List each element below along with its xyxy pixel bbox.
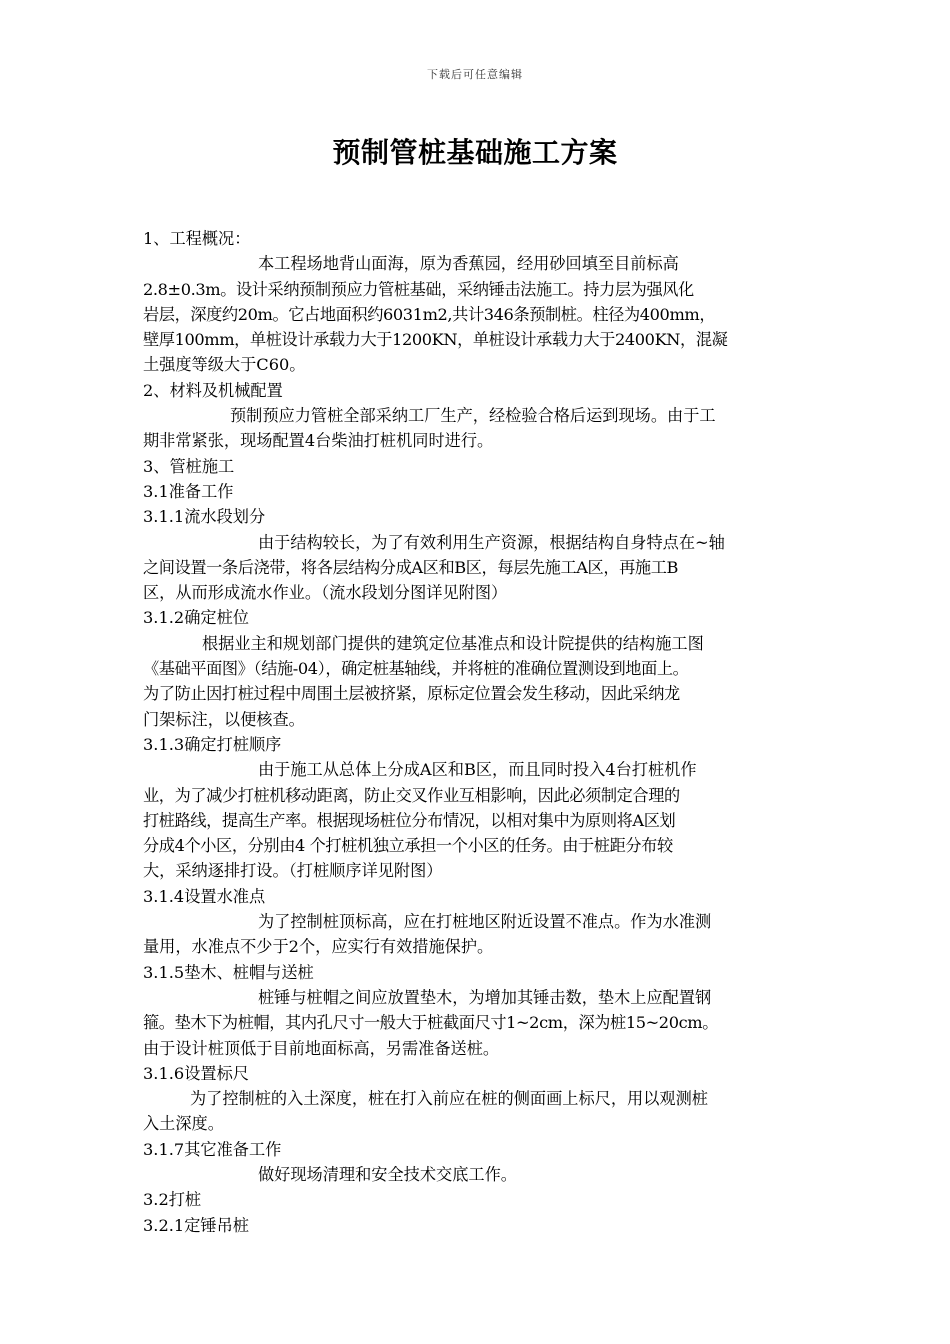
paragraph-line: 箍。垫木下为桩帽，其内孔尺寸一般大于桩截面尺寸1~2cm，深为桩15~20cm。 [143,1013,718,1033]
paragraph-line: 岩层，深度约20m。它占地面积约6031m2,共计346条预制桩。柱径为400mm， [143,304,716,324]
paragraph-line: 为了防止因打桩过程中周围土层被挤紧，原标定位置会发生移动，因此采纳龙 [143,684,680,704]
paragraph-line: 做好现场清理和安全技术交底工作。 [258,1164,517,1184]
paragraph-line: 桩锤与桩帽之间应放置垫木，为增加其锤击数，垫木上应配置钢 [258,987,712,1007]
paragraph-line: 本工程场地背山面海，原为香蕉园，经用砂回填至目前标高 [258,254,679,274]
document-title: 预制管桩基础施工方案 [332,136,618,169]
subsection-heading: 3.1.6设置标尺 [143,1063,249,1083]
paragraph-line: 为了控制桩的入土深度，桩在打入前应在桩的侧面画上标尺，用以观测桩 [190,1089,708,1109]
paragraph-line: 区，从而形成流水作业。（流水段划分图详见附图） [143,583,508,603]
subsection-heading: 3.2.1定锤吊桩 [143,1215,249,1235]
paragraph-line: 为了控制桩顶标高，应在打桩地区附近设置不准点。作为水准测 [258,912,712,932]
subsection-heading: 3.1.7其它准备工作 [143,1139,282,1159]
paragraph-line: 打桩路线，提高生产率。根据现场桩位分布情况，以相对集中为原则将A区划 [143,810,676,830]
paragraph-line: 《基础平面图》（结施-04），确定桩基轴线，并将桩的准确位置测设到地面上。 [143,659,689,679]
paragraph-line: 量用，水准点不少于2个，应实行有效措施保护。 [143,937,494,957]
section-heading: 2、材料及机械配置 [143,380,283,400]
paragraph-line: 2.8±0.3m。设计采纳预制预应力管桩基础，采纳锤击法施工。持力层为强风化 [143,279,694,299]
subsection-heading: 3.1.2确定桩位 [143,608,249,628]
section-heading: 1、工程概况： [143,229,251,248]
section-heading: 3、管桩施工 [143,456,235,476]
paragraph-line: 业，为了减少打桩机移动距离，防止交叉作业互相影响，因此必须制定合理的 [143,785,680,805]
subsection-heading: 3.1.1流水段划分 [143,507,266,527]
paragraph-line: 由于设计桩顶低于目前地面标高，另需准备送桩。 [143,1038,500,1058]
paragraph-line: 由于结构较长，为了有效利用生产资源，根据结构自身特点在~轴 [258,532,725,552]
paragraph-line: 门架标注，以便核查。 [143,709,305,729]
paragraph-line: 壁厚100mm，单桩设计承载力大于1200KN，单桩设计承载力大于2400KN，混凝 [143,330,728,350]
paragraph-line: 预制预应力管桩全部采纳工厂生产，经检验合格后运到现场。由于工 [230,406,716,426]
page-header-note: 下载后可任意编辑 [427,68,523,81]
subsection-heading: 3.2打桩 [143,1190,202,1210]
paragraph-line: 期非常紧张，现场配置4台柴油打桩机同时进行。 [143,431,494,451]
document-body [143,226,813,1238]
subsection-heading: 3.1准备工作 [143,481,234,501]
paragraph-line: 入土深度。 [143,1114,224,1134]
paragraph-line: 大，采纳逐排打设。（打桩顺序详见附图） [143,861,443,881]
paragraph-line: 土强度等级大于C60。 [143,355,306,375]
subsection-heading: 3.1.4设置水准点 [143,886,266,906]
subsection-heading: 3.1.3确定打桩顺序 [143,734,282,754]
paragraph-line: 分成4个小区，分别由4 个打桩机独立承担一个小区的任务。由于桩距分布较 [143,836,673,856]
paragraph-line: 由于施工从总体上分成A区和B区，而且同时投入4台打桩机作 [258,760,697,780]
paragraph-line: 根据业主和规划部门提供的建筑定位基准点和设计院提供的结构施工图 [202,633,704,653]
subsection-heading: 3.1.5垫木、桩帽与送桩 [143,962,314,982]
paragraph-line: 之间设置一条后浇带，将各层结构分成A区和B区，每层先施工A区，再施工B [143,557,678,577]
